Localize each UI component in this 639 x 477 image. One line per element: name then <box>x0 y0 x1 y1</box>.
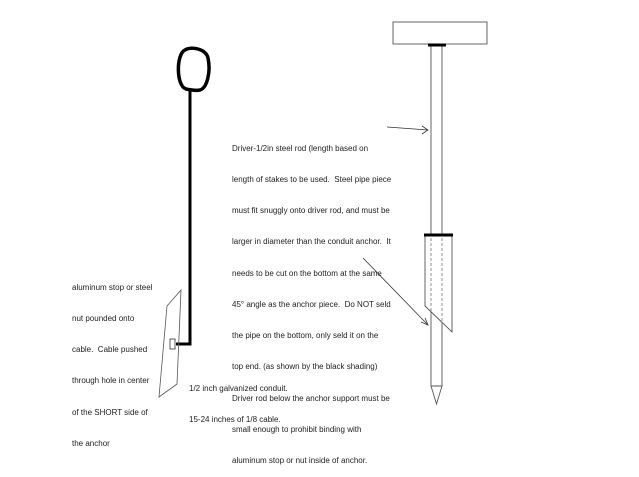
cable-loop <box>178 48 209 90</box>
note-line: small enough to prohibit binding with <box>232 424 362 434</box>
note-line: 1/2 inch galvanized conduit. <box>189 383 288 393</box>
note-line: aluminum stop or steel <box>72 282 153 292</box>
note-line: Driver-1/2in steel rod (length based on <box>232 143 369 153</box>
note-line: length of stakes to be used. Steel pipe piece <box>232 175 392 185</box>
driver-handle <box>393 22 487 44</box>
note-line: Driver rod below the anchor support must be <box>232 393 390 403</box>
note-line: the anchor <box>72 438 110 448</box>
note-line: 15-24 inches of 1/8 cable. <box>189 415 281 425</box>
note-line: cable. Cable pushed <box>72 345 148 355</box>
note-line: nut pounded onto <box>72 314 135 324</box>
cable-line <box>176 89 190 344</box>
aluminum-stop <box>170 339 175 349</box>
note-line: larger in diameter than the conduit anchor. It <box>232 237 391 247</box>
aluminum-stop-note <box>72 262 152 460</box>
note-line: through hole in center <box>72 376 150 386</box>
note-line: needs to be cut on the bottom at the same <box>232 268 382 278</box>
steel-pipe-sleeve <box>425 234 452 332</box>
driver-rod-tip <box>431 386 442 404</box>
cable-anchor-assembly <box>159 48 209 397</box>
driver-rod-assembly <box>393 22 487 404</box>
note-line: of the SHORT side of <box>72 407 148 417</box>
note-line: top end. (as shown by the black shading) <box>232 362 378 372</box>
note-line: 45° angle as the anchor piece. Do NOT seld <box>232 299 391 309</box>
driver-rod <box>431 44 442 386</box>
note-line: aluminum stop or nut inside of anchor. <box>232 456 368 465</box>
arrow-to-rod <box>387 127 428 130</box>
driver-rod-note <box>232 123 391 477</box>
note-line: the pipe on the bottom, only seld it on the <box>232 331 379 341</box>
note-line: must fit snuggly onto driver rod, and must be <box>232 206 390 216</box>
